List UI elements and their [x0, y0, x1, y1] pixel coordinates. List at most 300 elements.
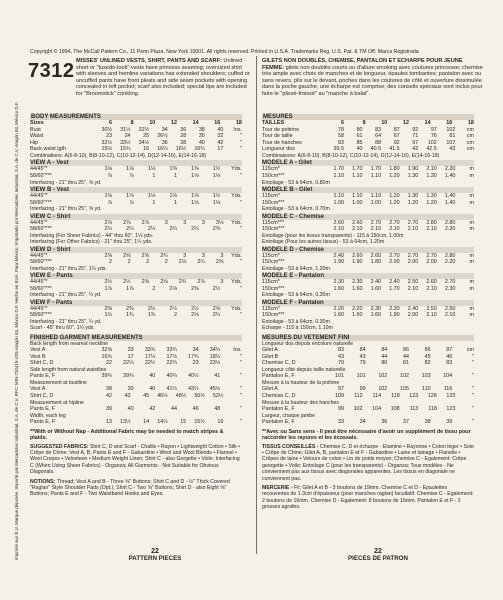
cell-value: 1½	[212, 192, 221, 199]
cell-value: 128	[427, 392, 437, 399]
cell-value: 2⅛	[191, 312, 199, 319]
row-label: Vest B	[30, 353, 46, 360]
row-label: 115cm*	[262, 166, 280, 173]
cell-value: 1¾	[147, 312, 156, 319]
row-label: Waist	[30, 133, 44, 140]
row-label: Pantalon E, F	[262, 405, 295, 412]
cell-value: 2.70	[370, 219, 382, 226]
cell-value: 1.70	[352, 166, 363, 173]
finished-intro: Back length from nearest neckline	[30, 340, 109, 347]
view-title: VIEW D - Shirt	[30, 247, 242, 253]
cell-value: 2⅛	[169, 285, 177, 292]
row-label: 44/45"*	[30, 219, 48, 226]
row-values	[98, 306, 242, 313]
cell-value: 22¼	[123, 360, 134, 367]
cell-value: ⅞	[129, 199, 134, 206]
cell-value: 82	[424, 360, 431, 367]
measure-row	[30, 312, 242, 319]
cell-value: 2¼	[104, 226, 112, 233]
cell-value: "	[240, 146, 242, 153]
cell-value: cm	[466, 126, 474, 133]
notions-text: Thread; Vest A and B - Three ⅝" Buttons; Shirt C and D - ½" Thick Covered "Raglan" Style Shoulder Pads (Opt.); Shirt C - Two ⅝" Buttons; Shirt D - also Eight ⅝" Buttons; Pants E and F - Two Waistband Hooks and Eyes.	[30, 478, 230, 498]
measure-row	[30, 133, 242, 140]
cell-value: 67	[393, 133, 400, 140]
cell-value: 2½	[123, 279, 131, 286]
cell-value: 1.70	[370, 166, 382, 173]
cell-value: 3	[164, 219, 168, 226]
view-title: VIEW C - Shirt	[30, 214, 242, 220]
cell-value: 32⅝	[101, 347, 112, 354]
cell-value: 2¼	[169, 226, 177, 233]
row-values	[98, 393, 242, 400]
cell-value: 1.10	[352, 192, 363, 199]
cell-value: 1¾	[126, 312, 134, 319]
view-title: MODELE B - Gilet	[262, 187, 474, 193]
view-title: MODELE E - Pantalon	[262, 273, 474, 279]
cell-value: 41½	[166, 386, 177, 393]
cell-value: 1	[173, 199, 177, 206]
row-label: 115cm*	[262, 192, 280, 199]
cell-value: 2.80	[444, 252, 456, 259]
cell-value: 52½	[212, 392, 224, 399]
measure-row	[262, 286, 474, 293]
cell-value: 58	[338, 133, 344, 140]
size-value: 12	[170, 120, 177, 126]
view-title: MODELE A - Gilet	[262, 160, 474, 166]
finished-subheading: Longueur côté depuis taille naturelle	[262, 366, 346, 373]
measure-row	[30, 259, 242, 266]
copyright-line: Copyright © 1994, The McCall Pattern Co., 11 Penn Plaza, New York 10001. All rights reserved. Printed in U.S.A. Trademarks Reg. U.S. Pat. & TM Off. Marca Registrada	[30, 49, 419, 55]
row-label: 115cm*	[262, 305, 280, 312]
measure-row	[30, 306, 242, 313]
cell-value: 34	[161, 126, 168, 133]
cell-value: 2.20	[444, 226, 456, 233]
cell-value: 85	[356, 139, 363, 146]
row-label: Hip	[30, 139, 39, 146]
cell-value: 1⅛	[147, 192, 156, 199]
cell-value: "	[240, 392, 242, 399]
view-title: MODELE F - Pantalon	[262, 300, 474, 306]
cell-value: 1.00	[333, 199, 344, 206]
nap-note: **Avec ou Sans sens - Il peut être nécessaire d'avoir un supplément de tissu pour raccorder les rayures et les écossais.	[262, 428, 471, 441]
cell-value: 2.10	[407, 285, 419, 292]
cell-value: 2.10	[426, 312, 437, 319]
cell-value: 2.50	[407, 279, 419, 286]
cell-value: 2½	[212, 285, 221, 292]
cell-value: 16¼	[157, 146, 168, 153]
cell-value: 13½	[120, 418, 131, 425]
cell-value: 71	[412, 133, 419, 140]
cell-value: m	[469, 279, 474, 286]
cell-value: 33¾	[144, 347, 156, 354]
cell-value: 14½	[157, 418, 168, 425]
cell-value: 97	[338, 386, 344, 393]
cell-value: 104	[372, 405, 382, 412]
cell-value: "	[472, 373, 474, 380]
cell-value: 2⅜	[126, 305, 134, 312]
cell-value: 1.30	[426, 172, 437, 179]
cell-value: 2.10	[389, 226, 400, 233]
row-values	[98, 259, 242, 266]
cell-value: "	[240, 418, 242, 425]
cell-value: 2.60	[370, 252, 382, 259]
row-label: 58/60"***	[30, 199, 52, 206]
cell-value: 102	[446, 126, 456, 133]
view-title: VIEW E - Pants	[30, 273, 242, 279]
row-values	[330, 360, 474, 367]
cell-value: 39¾	[123, 373, 134, 380]
row-label: Tour de taille	[262, 133, 293, 140]
measure-row	[30, 127, 242, 134]
cell-value: m	[469, 166, 474, 173]
cell-value: 1.30	[407, 172, 419, 179]
cell-value: 2.70	[426, 252, 437, 259]
view-title: MODELE D - Chemise	[262, 247, 474, 253]
row-values	[98, 286, 242, 293]
row-label: Pantalon E, F	[262, 373, 295, 380]
cell-value: ⅞	[129, 172, 134, 179]
row-values	[98, 200, 242, 207]
row-values	[330, 193, 474, 200]
cell-value: 1⅛	[126, 166, 134, 173]
cell-value: m	[469, 285, 474, 292]
row-values	[98, 347, 242, 354]
cell-value: 101	[356, 373, 366, 380]
measure-row	[262, 166, 474, 173]
cell-value: 81	[449, 133, 456, 140]
pattern-pieces-count-en	[125, 548, 185, 562]
cell-value: 1.20	[407, 199, 419, 206]
row-label: 150cm***	[262, 172, 285, 179]
cell-value: 1.90	[352, 259, 363, 266]
sizes-label: TAILLES	[262, 120, 285, 126]
cell-value: 78	[338, 126, 344, 133]
measure-row	[30, 419, 242, 426]
row-values	[330, 373, 474, 380]
cell-value: 40	[198, 139, 205, 146]
cell-value: Yds.	[231, 166, 242, 173]
cell-value: 2.10	[444, 312, 456, 319]
measure-row	[30, 173, 242, 180]
row-label: 150cm***	[262, 312, 285, 319]
interfacing-note: Entoilage - 53 à 64cm, 0.30m	[262, 318, 330, 325]
cell-value: 36	[180, 126, 187, 133]
measure-row	[30, 347, 242, 354]
cell-value: 123	[409, 392, 419, 399]
cell-value: 1.60	[333, 312, 344, 319]
row-label: Shirt C, D	[30, 392, 54, 399]
cell-value: 2.20	[333, 305, 344, 312]
cell-value: 2½	[104, 279, 112, 286]
cell-value: 1⅛	[169, 192, 177, 199]
cell-value: 1⅛	[212, 172, 221, 179]
cell-value: 22½	[144, 360, 156, 367]
measure-row	[30, 386, 242, 393]
cell-value: 2	[152, 285, 156, 292]
measure-row	[30, 360, 242, 367]
row-values	[330, 226, 474, 233]
cell-value: 1.60	[333, 285, 344, 292]
cell-value: 2.40	[333, 252, 344, 259]
cell-value: m	[469, 226, 474, 233]
cell-value: 39	[446, 418, 453, 425]
row-label: Back waist lgth	[30, 146, 66, 153]
finished-subheading: Width, each leg	[30, 412, 66, 419]
cell-value: 2¼	[191, 226, 199, 233]
cell-value: Yds.	[231, 252, 242, 259]
cell-value: 3⅛	[215, 219, 224, 226]
measure-row	[262, 253, 474, 260]
description-french-text: gilets non doublés courts ou d'allure smoking avec coutures princesse; chemise très ample avec choix de manches et de longueur, épaules tombantes; pantalon avec ou sans revers, plis sur le devant, poches dans les coutures de côté et ouverture dissimulée dans la poche gauche; une écharpe est comprise; des conseils spéciaux sont inclus pour faire le "plissé-froissé" au "manche à balai".	[262, 64, 483, 97]
cell-value: 31½	[120, 126, 131, 133]
cell-value: 23	[106, 133, 112, 140]
side-legal-text: Imprimé aux É.U. Marque déposée. Importé par Mercadotec Industrial, S.A. de C.V. RFC: MIN-720419-U25 Aragón 63, México D.F. Hecho en EUA. Para México: Importado por Mercadotec Industrial, S.A. de C.V. Aragón 63, México D.F.	[14, 101, 19, 560]
cell-value: 30½	[101, 126, 112, 133]
cell-value: m	[469, 199, 474, 206]
measure-row	[262, 140, 474, 147]
english-column	[30, 114, 242, 498]
cell-value: 2.30	[333, 279, 344, 286]
cell-value: 2.70	[389, 219, 400, 226]
row-values	[98, 127, 242, 134]
finished-intro: Longueur dos depuis encolure naturelle	[262, 340, 354, 347]
cell-value: 26½	[157, 133, 168, 140]
cell-value: 33	[127, 347, 134, 354]
measure-row	[30, 286, 242, 293]
cell-value: 40	[356, 146, 363, 153]
row-label: Pants E, F	[30, 373, 56, 380]
cell-value: 2⅜	[215, 259, 224, 266]
cell-value: "	[240, 259, 242, 266]
cell-value: 45½	[209, 386, 221, 393]
cell-value: 46	[192, 405, 199, 412]
measure-row	[262, 312, 474, 319]
cell-value: 2.70	[407, 252, 419, 259]
sizes-label: Sizes	[30, 120, 44, 126]
row-values	[330, 419, 474, 426]
cell-value: 112	[353, 392, 363, 399]
row-values	[98, 373, 242, 380]
cell-value: 1.90	[407, 166, 419, 173]
cell-value: m	[469, 252, 474, 259]
cell-value: ⅞	[107, 172, 112, 179]
measure-row	[30, 200, 242, 207]
cell-value: 2⅝	[123, 252, 131, 259]
cell-value: 2.10	[407, 226, 419, 233]
interfacing-note: Entoilage - 53 à 64cm, 0.70m	[262, 206, 330, 213]
cell-value: "	[240, 360, 242, 367]
cell-value: 32½	[138, 126, 150, 133]
cell-value: 44	[170, 405, 177, 412]
cell-value: 17½	[166, 353, 177, 360]
cell-value: 1.30	[407, 192, 419, 199]
size-value: 18	[467, 120, 474, 126]
row-values	[98, 226, 242, 233]
cell-value: 87	[446, 347, 453, 354]
interfacing-note: Interfacing (For Other Fabrics) - 21" thru 25", 1¼ yds.	[30, 239, 153, 246]
cell-value: 38	[106, 386, 112, 393]
cell-value: 38	[180, 139, 187, 146]
row-label: Pants E, F	[30, 405, 56, 412]
row-label: Gilet B	[262, 353, 279, 360]
row-values	[330, 306, 474, 313]
row-values	[330, 146, 474, 153]
cell-value: 1.10	[370, 172, 382, 179]
cell-value: 2⅞	[123, 219, 131, 226]
cell-value: cm	[466, 133, 474, 140]
cell-value: 2.20	[352, 305, 363, 312]
cell-value: 1⅛	[104, 166, 112, 173]
cell-value: 1.40	[444, 199, 456, 206]
row-values	[98, 220, 242, 227]
cell-value: "	[240, 405, 242, 412]
size-value: 14	[192, 120, 199, 126]
row-values	[98, 253, 242, 260]
cell-value: 79	[359, 360, 366, 367]
finished-subheading: Measurement at bustline	[30, 379, 87, 386]
cell-value: 16¾	[194, 146, 205, 153]
row-label: 44/45"*	[30, 192, 48, 199]
measure-row	[30, 193, 242, 200]
cell-value: 102	[378, 373, 388, 380]
measure-row	[30, 146, 242, 153]
cell-value: 1.60	[370, 285, 382, 292]
cell-value: 25	[143, 133, 150, 140]
cell-value: 24	[124, 133, 131, 140]
cell-value: m	[469, 305, 474, 312]
row-values	[98, 386, 242, 393]
cell-value: 1	[173, 172, 177, 179]
scarf-line: Echarpe - 115 à 150cm, 1.10m	[262, 325, 333, 332]
cell-value: 1.60	[352, 285, 363, 292]
cell-value: "	[472, 405, 474, 412]
cell-value: "	[472, 386, 474, 393]
size-value: 6	[341, 120, 344, 126]
row-values	[330, 220, 474, 227]
cell-value: 34¼	[209, 347, 221, 354]
measure-row	[262, 386, 474, 393]
cell-value: 1.30	[426, 192, 437, 199]
row-values	[98, 419, 242, 426]
cell-value: 2¼	[197, 259, 205, 266]
cell-value: 2⅝	[212, 305, 221, 312]
row-values	[330, 133, 474, 140]
interfacing-note: Entoilage - 53 à 64cm, 1.20m	[262, 265, 330, 272]
description-english	[76, 58, 252, 98]
row-label: Chemise C, D	[262, 392, 296, 399]
cell-value: 80	[356, 126, 363, 133]
cell-value: "	[472, 392, 474, 399]
cell-value: 16½	[175, 146, 187, 153]
cell-value: 17¼	[144, 353, 156, 360]
row-label: 44/45"*	[30, 252, 48, 259]
size-value: 6	[109, 120, 112, 126]
cell-value: 118	[428, 405, 437, 412]
cell-value: 88	[375, 139, 382, 146]
cell-value: 40	[149, 386, 156, 393]
cell-value: 1.80	[370, 259, 382, 266]
measure-row	[262, 354, 474, 361]
cell-value: 113	[409, 405, 419, 412]
row-label: 58/60"***	[30, 285, 52, 292]
size-value: 10	[149, 120, 156, 126]
cell-value: 45	[424, 353, 431, 360]
cell-value: 87	[393, 126, 400, 133]
cell-value: 23½	[209, 360, 221, 367]
cell-value: 2.00	[407, 259, 419, 266]
cell-value: 83	[375, 126, 382, 133]
row-values	[98, 354, 242, 361]
cell-value: 41	[214, 373, 221, 380]
cell-value: 1	[152, 199, 156, 206]
cell-value: 114	[372, 392, 382, 399]
cell-value: 64	[375, 133, 382, 140]
cell-value: 2.60	[333, 219, 344, 226]
cell-value: 97	[430, 126, 437, 133]
row-label: Pants E, F	[30, 418, 56, 425]
cell-value: "	[240, 133, 242, 140]
cell-value: 1⅞	[104, 285, 112, 292]
cell-value: 43	[124, 392, 131, 399]
cell-value: 84	[359, 347, 366, 354]
row-label: Vest A	[30, 386, 46, 393]
cell-value: 3	[220, 279, 224, 286]
row-values	[98, 140, 242, 147]
cell-value: Yds.	[231, 305, 242, 312]
cell-value: 1⅛	[104, 192, 112, 199]
cell-value: 76	[430, 133, 437, 140]
cell-value: 15	[180, 418, 187, 425]
interfacing-note: Interfacing (For Sheer Fabrics) - 44" thru 60", 1⅛ yds.	[30, 232, 154, 239]
cell-value: m	[469, 312, 474, 319]
cell-value: 50½	[194, 392, 205, 399]
cell-value: 86	[424, 347, 431, 354]
row-values	[330, 200, 474, 207]
finished-subheading: Mesure à la hauteur de la poitrine	[262, 379, 340, 386]
row-label: Gilet A	[262, 347, 278, 354]
cell-value: 2.40	[370, 279, 382, 286]
row-values	[98, 193, 242, 200]
measure-row	[262, 193, 474, 200]
cell-value: 99	[338, 405, 344, 412]
cell-value: 1.10	[333, 172, 344, 179]
cell-value: 40	[149, 373, 156, 380]
interfacing-note: Entoilage - 53 à 64cm, 0.80m	[262, 179, 330, 186]
row-values	[98, 146, 242, 153]
finished-subheading: Mesure à la hauteur des hanches	[262, 399, 339, 406]
pieces-number: 22	[151, 548, 159, 555]
row-label: Tour de poitrine	[262, 126, 300, 133]
cell-value: "	[472, 360, 474, 367]
combinations-line: Combinations: A(6-8-10), B(8-10-12), C(10-12-14), D(12-14-16), E(14-16-18)	[30, 152, 207, 159]
finished-subheading: Largeur, chaque jambe	[262, 412, 316, 419]
cell-value: 2	[109, 259, 112, 266]
cell-value: "	[240, 172, 242, 179]
cell-value: "	[240, 199, 242, 206]
cell-value: 133	[446, 392, 456, 399]
row-label: Shirt C, D	[30, 360, 54, 367]
cell-value: "	[240, 285, 242, 292]
cell-value: 103	[421, 373, 431, 380]
cell-value: 2⅝	[160, 279, 168, 286]
sizes-values	[330, 120, 474, 127]
cell-value: 2¾	[160, 252, 168, 259]
cell-value: 2⅜	[191, 285, 199, 292]
cell-value: 1.70	[389, 285, 400, 292]
cell-value: 2¼	[212, 312, 221, 319]
view-title: VIEW A - Vest	[30, 160, 242, 166]
measure-row	[30, 393, 242, 400]
